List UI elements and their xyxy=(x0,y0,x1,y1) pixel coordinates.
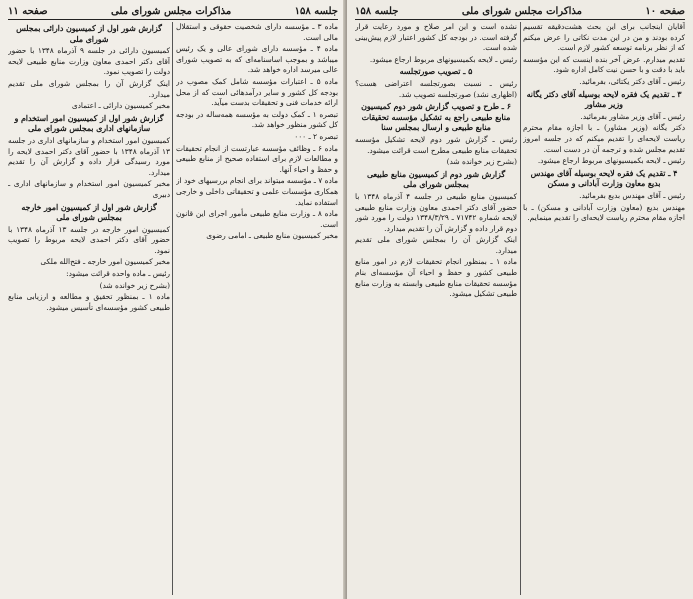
left-page-header xyxy=(8,3,338,20)
paragraph: اینک گزارش آن را بمجلس شورای ملی تقدیم میدارد. xyxy=(8,78,170,99)
paragraph: رئیس ـ گزارش شور دوم لایحه تشکیل مؤسسه تحقیقات منابع طبیعی مطرح است قرائت میشود. xyxy=(355,134,517,155)
right-page-header xyxy=(355,3,685,20)
right-page xyxy=(347,0,693,599)
left-page-columns xyxy=(8,22,338,599)
right-session-label: جلسه ۱۵۸ xyxy=(355,5,399,17)
paragraph: (بشرح زیر خوانده شد) xyxy=(99,280,170,290)
left-session-label: جلسه ۱۵۸ xyxy=(294,5,338,17)
paragraph: ماده ۵ ـ اعتبارات مؤسسه شامل کمک مصوب در بودجه کل کشور و سایر درآمدهائی است که از محل ارائه خدمات فنی و تحقیقات بدست میآید. xyxy=(176,76,338,108)
column-separator xyxy=(520,22,521,595)
paragraph: تقدیم میدارم. عرض آخر بنده اینست که این مؤسسه باید با دقت و با حسن نیت کامل اداره شود. xyxy=(523,54,685,75)
paragraph: (بشرح زیر خوانده شد) xyxy=(446,157,517,167)
paragraph: مخبر کمیسیون امور خارجه ـ فتح‌الله ملکی xyxy=(40,257,170,267)
paragraph: مخبر کمیسیون دارائی ـ اعتمادی xyxy=(71,101,170,111)
section-heading: گزارش شور اول از کمیسیون دارائی بمجلس شورای ملی xyxy=(16,24,162,44)
paragraph: رئیس ـ لایحه بکمیسیونهای مربوط ارجاع میشود. xyxy=(369,54,517,64)
left-page-left-column xyxy=(8,22,170,599)
section-heading: ۵ ـ تصویب صورتجلسه xyxy=(399,67,473,77)
paragraph: تبصره ۲ ـ ۰۰۰ xyxy=(294,131,338,141)
paragraph: اینک گزارش آن را بمجلس شورای ملی تقدیم میدارد. xyxy=(355,235,517,255)
paragraph: ماده ۷ ـ مؤسسه میتواند برای انجام بررسیهای خود از همکاری مؤسسات علمی و تحقیقاتی داخلی و خارجی استفاده نماید. xyxy=(176,176,338,207)
paragraph: ماده ۳ ـ مؤسسه دارای شخصیت حقوقی و استقلال مالی است. xyxy=(176,22,338,42)
paragraph: ماده ۱ ـ بمنظور انجام تحقیقات لازم در امور منابع طبیعی کشور و حفظ و احیاء آن مؤسسه‌ای بنام مؤسسه تحقیقات منابع طبیعی وابسته به وزارت منابع طبیعی تشکیل میشود. xyxy=(355,257,517,299)
section-heading: ۶ ـ طرح و تصویب گزارش شور دوم کمیسیون منابع طبیعی راجع به تشکیل مؤسسه تحقیقات منابع طبیعی و ارسال بمجلس سنا xyxy=(361,102,511,133)
column-separator xyxy=(172,22,173,595)
paragraph: تبصره ۱ ـ کمک دولت به مؤسسه همه‌ساله در بودجه کل کشور منظور خواهد شد. xyxy=(176,109,338,130)
section-heading: گزارش شور اول از کمیسیون امور استخدام و سازمانهای اداری بمجلس شورای ملی xyxy=(14,113,164,134)
section-heading: گزارش شور دوم از کمیسیون منابع طبیعی بمجلس شورای ملی xyxy=(366,169,506,190)
paragraph: رئیس ـ لایحه بکمیسیونهای مربوط ارجاع میشود. xyxy=(537,156,685,166)
paragraph: رئیس ـ نسبت بصورتجلسه اعتراضی هست؟ (اظهاری نشد) صورتجلسه تصویب شد. xyxy=(355,78,517,99)
section-heading: گزارش شور اول از کمیسیون امور خارجه بمجلس شورای ملی xyxy=(21,202,157,223)
paragraph: کمیسیون منابع طبیعی در جلسه ۴ آذرماه ۱۳۴۸ با حضور آقای دکتر احمدی معاون وزارت منابع طبیعی لایحه شماره ۷۱۷۴۲ ـ ۱۳۴۸/۳/۲۹ دولت را مورد شور دوم قرار داده و گزارش آن را تقدیم میدارد. xyxy=(355,191,517,233)
paragraph: مهندس بدیع (معاون وزارت آبادانی و مسکن) ـ با اجازه مقام محترم ریاست لایحه‌ای را تقدیم مینمایم. xyxy=(523,202,685,223)
paragraph: رئیس ـ آقای وزیر مشاور بفرمائید. xyxy=(580,111,685,121)
paragraph: کمیسیون امور استخدام و سازمانهای اداری در جلسه ۱۳ آذرماه ۱۳۴۸ با حضور آقای دکتر احمدی لایحه را مورد رسیدگی قرار داده و گزارش آن را تقدیم میدارد. xyxy=(8,135,170,177)
right-page-right-column xyxy=(523,22,685,599)
paragraph: ماده ۶ ـ وظائف مؤسسه عبارتست از انجام تحقیقات و مطالعات لازم برای استفاده صحیح از منابع طبیعی و حفظ و احیاء آنها. xyxy=(176,143,338,174)
left-page-right-column xyxy=(176,22,338,599)
paragraph: ماده ۱ ـ بمنظور تحقیق و مطالعه و ارزیابی منابع طبیعی کشور مؤسسه‌ای تأسیس میشود. xyxy=(8,292,170,312)
paragraph: کمیسیون امور خارجه در جلسه ۱۳ آذرماه ۱۳۴۸ با حضور آقای دکتر احمدی لایحه مربوط را تصویب نمود. xyxy=(8,224,170,255)
left-journal-title: مذاکرات مجلس شورای ملی xyxy=(111,5,232,17)
right-page-left-column xyxy=(355,22,517,599)
paragraph: آقایان اینجانب برای این بحث هشت‌دقیقه تقسیم کرده بودند و من در این مدت نکاتی را عرض میکنم که از نظر برنامه توسعه کشور لازم است. xyxy=(523,22,685,53)
section-heading: ۳ ـ تقدیم یک فقره لایحه بوسیله آقای دکتر یگانه وزیر مشاور xyxy=(526,89,682,110)
paragraph: رئیس ـ آقای مهندس بدیع بفرمائید. xyxy=(579,190,685,200)
paragraph: نشده است و این امر صلاح و مورد رعایت قرار گرفته است. در بودجه کل کشور اعتبار لازم پیش‌بینی شده است. xyxy=(355,22,517,53)
paragraph: کمیسیون دارائی در جلسه ۹ آذرماه ۱۳۴۸ با حضور آقای دکتر احمدی معاون وزارت منابع طبیعی لایحه دولت را تصویب نمود. xyxy=(8,46,170,77)
left-page-number: صفحه ۱۱ xyxy=(8,5,48,17)
right-journal-title: مذاکرات مجلس شورای ملی xyxy=(461,5,582,17)
paragraph: ماده ۴ ـ مؤسسه دارای شورای عالی و یک رئیس میباشد و بموجب اساسنامه‌ای که به تصویب شورای عالی میرسد اداره خواهد شد. xyxy=(176,44,338,75)
left-page xyxy=(0,0,346,599)
paragraph: رئیس ـ آقای دکتر یکتائی، بفرمائید. xyxy=(579,76,685,86)
paragraph: دکتر یگانه (وزیر مشاور) ـ با اجازه مقام محترم ریاست لایحه‌ای را تقدیم میکنم که در جلسه امروز تقدیم مجلس شده و ترجمه آن در دست است. xyxy=(523,123,685,154)
paragraph: مخبر کمیسیون منابع طبیعی ـ امامی رضوی xyxy=(206,231,338,241)
section-heading: ۴ ـ تقدیم یک فقره لایحه بوسیله آقای مهندس بدیع معاون وزارت آبادانی و مسکن xyxy=(530,168,678,189)
right-page-number: صفحه ۱۰ xyxy=(645,5,685,17)
paragraph: مخبر کمیسیون امور استخدام و سازمانهای اداری ـ دبیری xyxy=(8,179,170,199)
paragraph: ماده ۸ ـ وزارت منابع طبیعی مأمور اجرای این قانون است. xyxy=(176,209,338,229)
paragraph: رئیس ـ ماده واحده قرائت میشود: xyxy=(66,269,170,279)
